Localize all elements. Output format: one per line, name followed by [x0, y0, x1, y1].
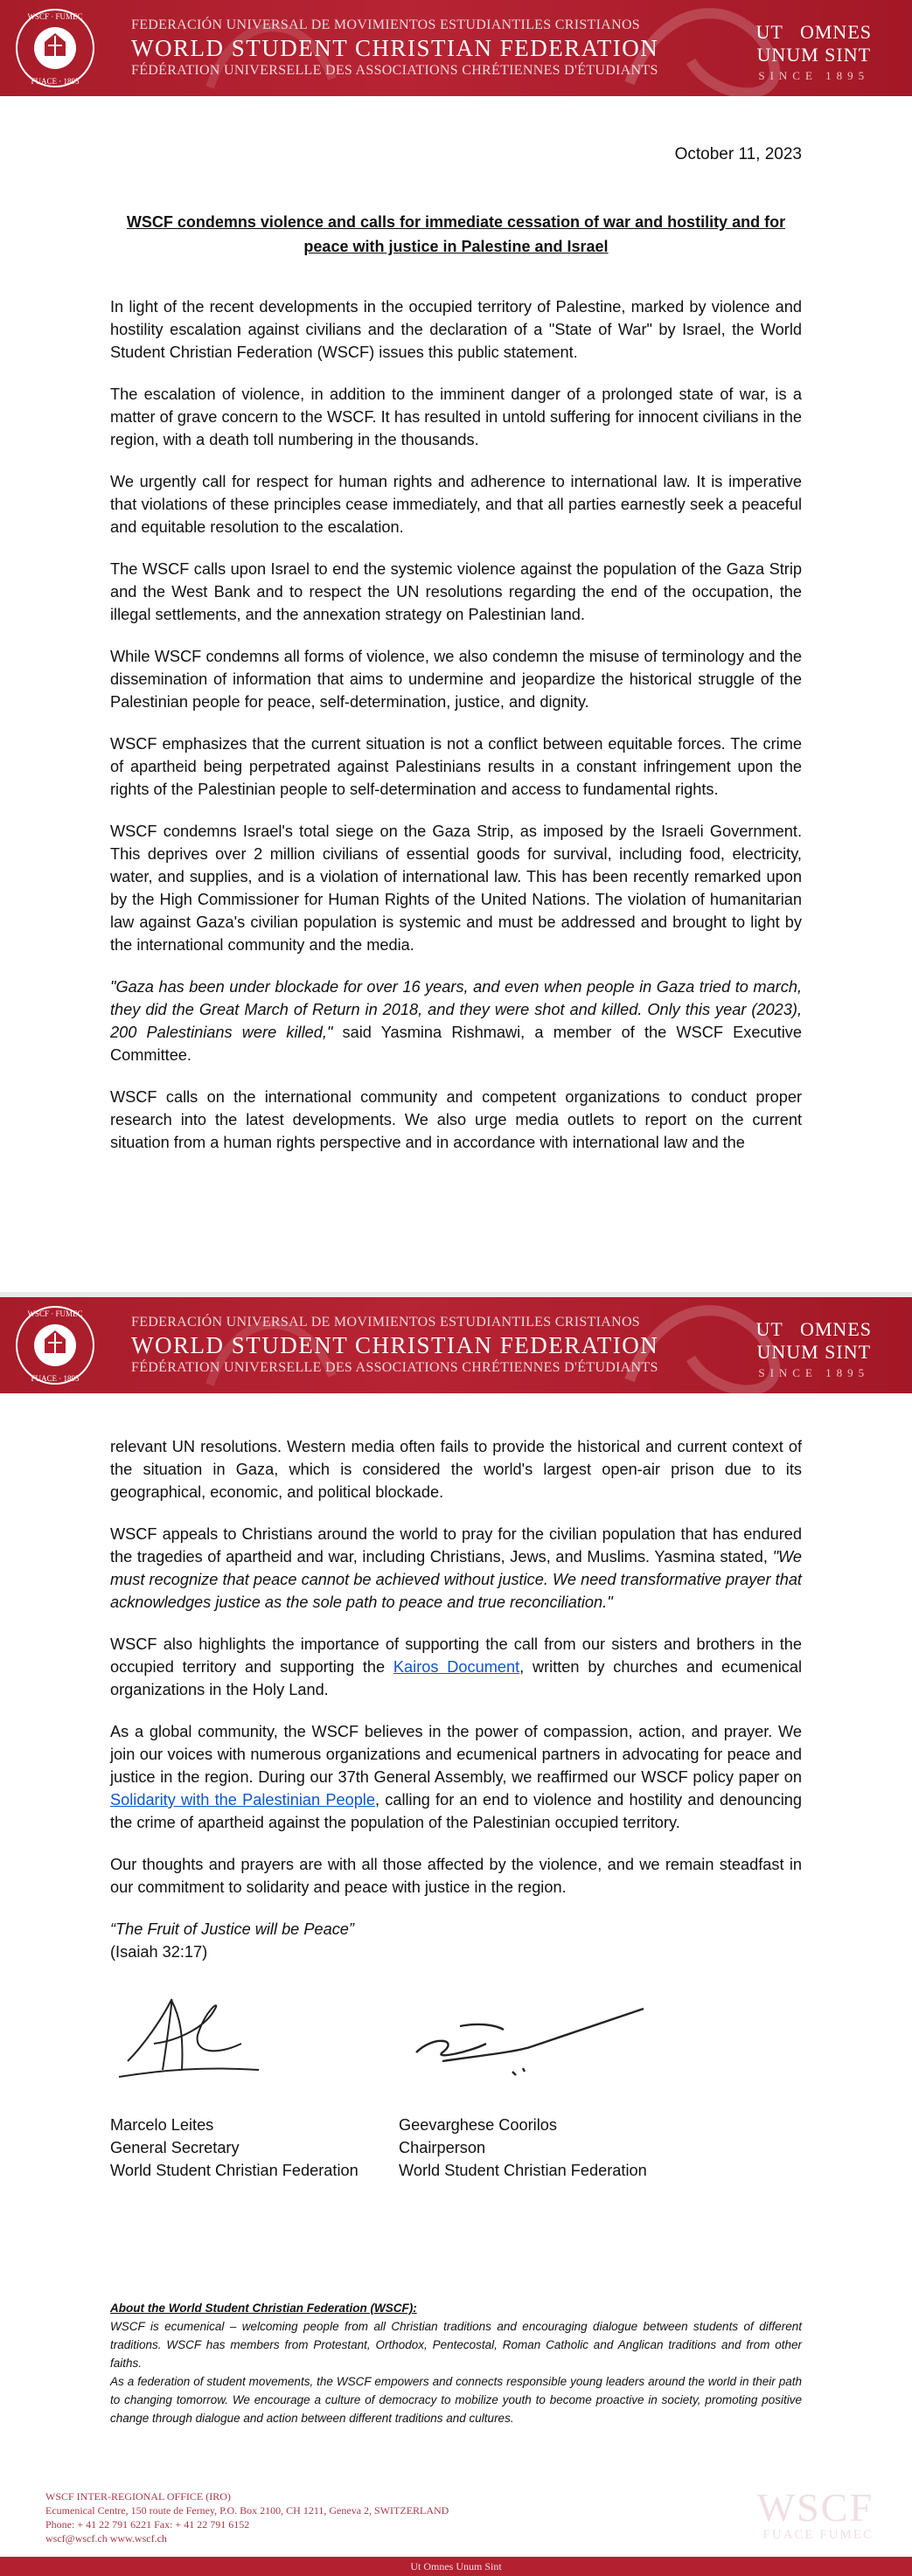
about-paragraph: WSCF is ecumenical – welcoming people from all Christian traditions and encouraging dialogue between students of different traditions. WSCF has members from Protestant, Orthodox, Pentecostal, Roman Catholic and Anglican traditions and from other faiths.	[110, 2320, 802, 2370]
signatory-1	[110, 2114, 359, 2182]
solidarity-paragraph	[110, 1720, 802, 1834]
motto-line-2: UNUM SINT	[756, 44, 872, 66]
footer-office: WSCF INTER-REGIONAL OFFICE (IRO)	[45, 2490, 231, 2503]
paragraph: WSCF condemns Israel's total siege on the Gaza Strip, as imposed by the Israeli Government. This deprives over 2 million civilians of essential goods for survival, including food, electricity, water, and supplies, and is a violation of international law. This has been recently remarked upon by the High Commissioner for Human Rights of the United Nations. The violation of humanitarian law against Gaza's civilian population is systemic and must be addressed and brought to light by the international community and the media.	[110, 823, 802, 954]
motto-line-1: UT OMNES	[755, 21, 872, 43]
kairos-paragraph	[110, 1633, 802, 1701]
signatory-name: Geevarghese Coorilos	[399, 2116, 557, 2134]
header-line-en: WORLD STUDENT CHRISTIAN FEDERATION	[131, 35, 659, 61]
footer-watermark-logo	[756, 2485, 874, 2542]
quote-attribution: said Yasmina Rishmawi, a member of the WSCF Executive Committee.	[110, 1024, 802, 1064]
svg-text:FUACE · 1895: FUACE · 1895	[31, 1374, 80, 1383]
signature-geevarghese-coorilos	[407, 1991, 652, 2087]
paragraph: We urgently call for respect for human rights and adherence to international law. It is imperative that violations of these principles cease immediately, and that all parties earnestly seek a peaceful and equitable resolution to the escalation.	[110, 473, 802, 536]
svg-text:FUACE · 1895: FUACE · 1895	[31, 77, 80, 86]
solidarity-paper-link[interactable]: Solidarity with the Palestinian People	[110, 1791, 375, 1809]
scripture-quote	[110, 1918, 802, 1963]
header-line-fr: FÉDÉRATION UNIVERSELLE DES ASSOCIATIONS CHRÉTIENNES D'ÉTUDIANTS	[131, 63, 658, 78]
wscf-seal-logo	[14, 1304, 96, 1386]
yasmina-quote: "We must recognize that peace cannot be achieved without justice. We need transformative prayer that acknowledges justice as the sole path to peace and true reconciliation."	[110, 1548, 802, 1611]
motto-since: SINCE 1895	[758, 69, 870, 82]
header-line-es: FEDERACIÓN UNIVERSAL DE MOVIMIENTOS ESTUDIANTILES CRISTIANOS	[131, 17, 640, 32]
letterhead-banner	[0, 0, 912, 96]
scripture-ref: (Isaiah 32:17)	[110, 1943, 208, 1961]
footer-street: Ecumenical Centre, 150 route de Ferney, P.O. Box 2100, CH 1211, Geneva 2, SWITZERLAND	[45, 2504, 449, 2517]
svg-text:WSCF · FUMEC: WSCF · FUMEC	[27, 1309, 83, 1318]
signature-marcelo-leites	[110, 1982, 268, 2087]
paragraph: While WSCF condemns all forms of violence, we also condemn the misuse of terminology and the dissemination of information that aims to undermine and jeopardize the historical struggle of the Palestinian people for peace, self-determination, justice, and dignity.	[110, 648, 802, 711]
header-motto	[756, 21, 872, 86]
paragraph: WSCF calls on the international community and competent organizations to conduct proper research into the latest developments. We also urge media outlets to report on the current situation from a human rights perspective and in accordance with international law and the	[110, 1088, 802, 1151]
kairos-document-link[interactable]: Kairos Document	[393, 1658, 520, 1676]
appeal-paragraph	[110, 1523, 802, 1614]
signatory-name: Marcelo Leites	[110, 2116, 214, 2134]
kairos-text-before: WSCF also highlights the importance of supporting the call from our sisters and brothers in the occupied territory and supporting the	[110, 1635, 802, 1676]
about-wscf	[110, 2299, 802, 2427]
scripture-text: “The Fruit of Justice will be Peace”	[110, 1920, 354, 1938]
paragraph: In light of the recent developments in the occupied territory of Palestine, marked by violence and hostility escalation against civilians and the declaration of a "State of War" by Israel, the World Student Christian Federation (WSCF) issues this public statement.	[110, 298, 802, 361]
motto-line-1: UT OMNES	[755, 1318, 872, 1340]
paragraph: The escalation of violence, in addition to the imminent danger of a prolonged state of war, is a matter of grave concern to the WSCF. It has resulted in untold suffering for innocent civilians in the region, with a death toll numbering in the thousands.	[110, 385, 802, 448]
kairos-text-after: , written by churches and ecumenical organizations in the Holy Land.	[110, 1658, 803, 1698]
letter-date: October 11, 2023	[674, 145, 802, 163]
header-line-fr: FÉDÉRATION UNIVERSELLE DES ASSOCIATIONS CHRÉTIENNES D'ÉTUDIANTS	[131, 1360, 658, 1375]
signatory-role: Chairperson	[399, 2139, 486, 2156]
signatory-org: World Student Christian Federation	[110, 2162, 359, 2179]
svg-text:WSCF · FUMEC: WSCF · FUMEC	[27, 12, 83, 21]
solidarity-text-after: , calling for an end to violence and hostility and denouncing the crime of apartheid against the population of the Palestinian occupied territory.	[110, 1791, 802, 1831]
signatory-role: General Secretary	[110, 2139, 240, 2156]
signatory-2	[399, 2114, 647, 2182]
appeal-text: WSCF appeals to Christians around the world to pray for the civilian population that has endured the tragedies of apartheid and war, including Christians, Jews, and Muslims. Yasmina stated,	[110, 1525, 802, 1566]
page2-body	[110, 1435, 802, 1963]
wscf-seal-logo	[14, 7, 96, 89]
motto-line-2: UNUM SINT	[756, 1341, 872, 1363]
quote-paragraph	[110, 976, 802, 1066]
rishmawi-quote: "Gaza has been under blockade for over 16 years, and even when people in Gaza tried to march, they did the Great March of Return in 2018, and they were shot and killed. Only this year (2023), 200 Palestinians were killed,"	[110, 978, 802, 1041]
paragraph: Our thoughts and prayers are with all those affected by the violence, and we remain steadfast in our commitment to solidarity and peace with justice in the region.	[110, 1856, 802, 1896]
solidarity-text-before: As a global community, the WSCF believes in the power of compassion, action, and prayer. We join our voices with numerous organizations and ecumenical partners in advocating for peace and justice in the region. During our 37th General Assembly, we reaffirmed our WSCF policy paper on	[110, 1723, 802, 1786]
header-motto	[756, 1318, 872, 1383]
footer-motto-bar: Ut Omnes Unum Sint	[0, 2557, 912, 2576]
footer-address	[45, 2489, 449, 2545]
header-line-en: WORLD STUDENT CHRISTIAN FEDERATION	[131, 1332, 659, 1358]
footer-phone: Phone: + 41 22 791 6221 Fax: + 41 22 791 6152	[45, 2518, 250, 2531]
header-line-es: FEDERACIÓN UNIVERSAL DE MOVIMIENTOS ESTUDIANTILES CRISTIANOS	[131, 1315, 640, 1330]
footer-logo-big: WSCF	[756, 2485, 874, 2530]
page1-body	[110, 295, 802, 1173]
paragraph: WSCF emphasizes that the current situation is not a conflict between equitable forces. The crime of apartheid being perpetrated against Palestinians results in a constant infringement upon the rights of the Palestinian people to self-determination and access to fundamental rights.	[110, 735, 802, 798]
footer-logo-small: FUACE FUMEC	[762, 2528, 874, 2542]
paragraph: relevant UN resolutions. Western media often fails to provide the historical and current context of the situation in Gaza, which is considered the world's largest open-air prison due to its geographical, economic, and political blockade.	[110, 1438, 802, 1501]
letterhead-banner	[0, 1297, 912, 1393]
paragraph: The WSCF calls upon Israel to end the systemic violence against the population of the Gaza Strip and the West Bank and to respect the UN resolutions regarding the end of the occupation, the illegal settlements, and the annexation strategy on Palestinian land.	[110, 560, 802, 623]
about-paragraph: As a federation of student movements, the WSCF empowers and connects responsible young leaders around the world in their path to changing tomorrow. We encourage a culture of democracy to mobilize youth to become proactive in society, promoting positive change through dialogue and action between different traditions and cultures.	[110, 2375, 802, 2425]
statement-title: WSCF condemns violence and calls for immediate cessation of war and hostility and for peace with justice in Palestine and Israel	[126, 213, 786, 255]
motto-since: SINCE 1895	[758, 1366, 870, 1379]
footer-web: wscf@wscf.ch www.wscf.ch	[45, 2532, 167, 2545]
signatory-org: World Student Christian Federation	[399, 2162, 647, 2179]
about-heading: About the World Student Christian Federation (WSCF):	[110, 2302, 417, 2315]
